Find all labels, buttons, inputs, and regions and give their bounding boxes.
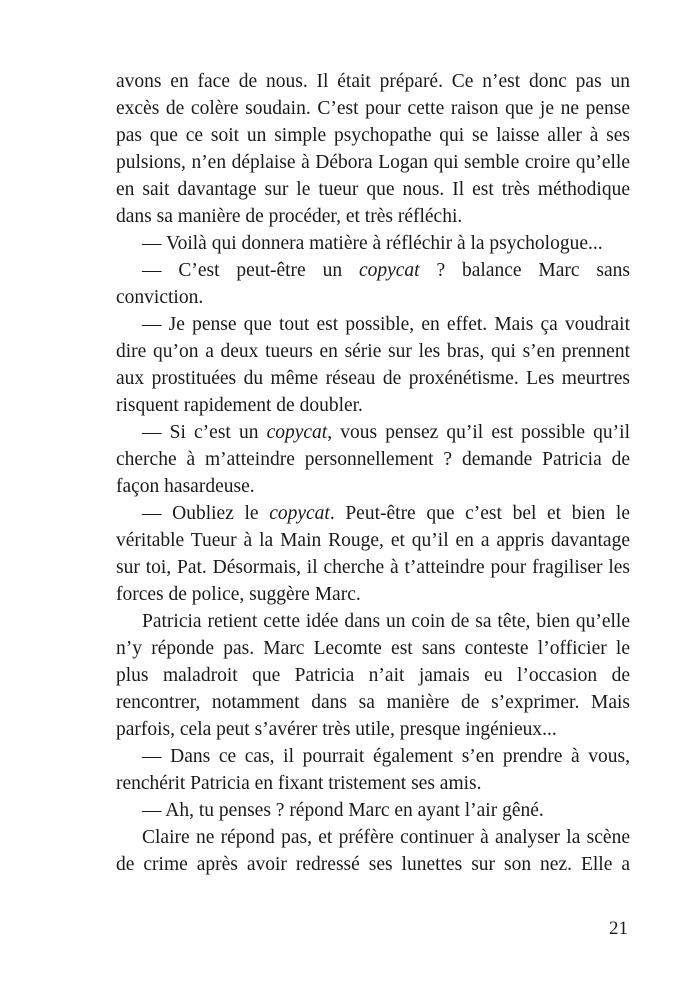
text-line: risquent rapidement de doubler. [116, 395, 363, 416]
text-line [116, 419, 630, 446]
italic-term: copycat [358, 260, 420, 281]
text-segment: — Oubliez le [142, 503, 270, 524]
text-line: pulsions, n’en déplaise à Débora Logan qui semble croire qu’elle [116, 152, 630, 173]
text-line: cherche à m’atteindre personnellement ? demande Patricia de [116, 449, 630, 470]
text-line [116, 257, 630, 284]
text-line: conviction. [116, 287, 204, 308]
text-line: de crime après avoir redressé ses lunettes sur son nez. Elle a [116, 854, 630, 875]
text-line: renchérit Patricia en fixant tristement ses amis. [116, 773, 482, 794]
italic-term: copycat [266, 422, 328, 443]
text-line [116, 500, 630, 527]
body-text [116, 68, 630, 878]
text-segment: ? balance Marc sans [419, 260, 631, 281]
text-line: rencontrer, notamment dans sa manière de s’exprimer. Mais [116, 692, 630, 713]
text-line: façon hasardeuse. [116, 476, 255, 497]
text-line: — Voilà qui donnera matière à réfléchir à la psychologue... [142, 233, 603, 254]
text-line: aux prostituées du même réseau de proxénétisme. Les meurtres [116, 368, 630, 389]
text-line: excès de colère soudain. C’est pour cette raison que je ne pense [116, 98, 630, 119]
text-line: n’y réponde pas. Marc Lecomte est sans conteste l’officier le [116, 638, 630, 659]
text-line: sur toi, Pat. Désormais, il cherche à t’atteindre pour fragiliser les [116, 557, 630, 578]
text-line: véritable Tueur à la Main Rouge, et qu’il en a appris davantage [116, 530, 630, 551]
text-line: avons en face de nous. Il était préparé. Ce n’est donc pas un [116, 71, 630, 92]
text-line: plus maladroit que Patricia n’ait jamais eu l’occasion de [116, 665, 630, 686]
text-line: forces de police, suggère Marc. [116, 584, 361, 605]
text-line: Claire ne répond pas, et préfère continuer à analyser la scène [142, 827, 630, 848]
text-line: en sait davantage sur le tueur que nous. Il est très méthodique [116, 179, 630, 200]
page-number: 21 [609, 918, 628, 939]
text-segment: . Peut-être que c’est bel et bien le [329, 503, 630, 524]
text-line: — Ah, tu penses ? répond Marc en ayant l’air gêné. [142, 800, 544, 821]
text-line: dans sa manière de procéder, et très réfléchi. [116, 206, 463, 227]
text-line: — Dans ce cas, il pourrait également s’en prendre à vous, [142, 746, 630, 767]
text-line: dire qu’on a deux tueurs en série sur les bras, qui s’en prennent [116, 341, 630, 362]
italic-term: copycat [269, 503, 330, 524]
text-line: — Je pense que tout est possible, en effet. Mais ça voudrait [142, 314, 630, 335]
text-segment: — C’est peut-être un [142, 260, 359, 281]
text-segment: — Si c’est un [142, 422, 267, 443]
text-line: parfois, cela peut s’avérer très utile, presque ingénieux... [116, 719, 557, 740]
text-line: pas que ce soit un simple psychopathe qui se laisse aller à ses [116, 125, 630, 146]
text-line: Patricia retient cette idée dans un coin de sa tête, bien qu’elle [142, 611, 630, 632]
text-segment: , vous pensez qu’il est possible qu’il [327, 422, 630, 443]
